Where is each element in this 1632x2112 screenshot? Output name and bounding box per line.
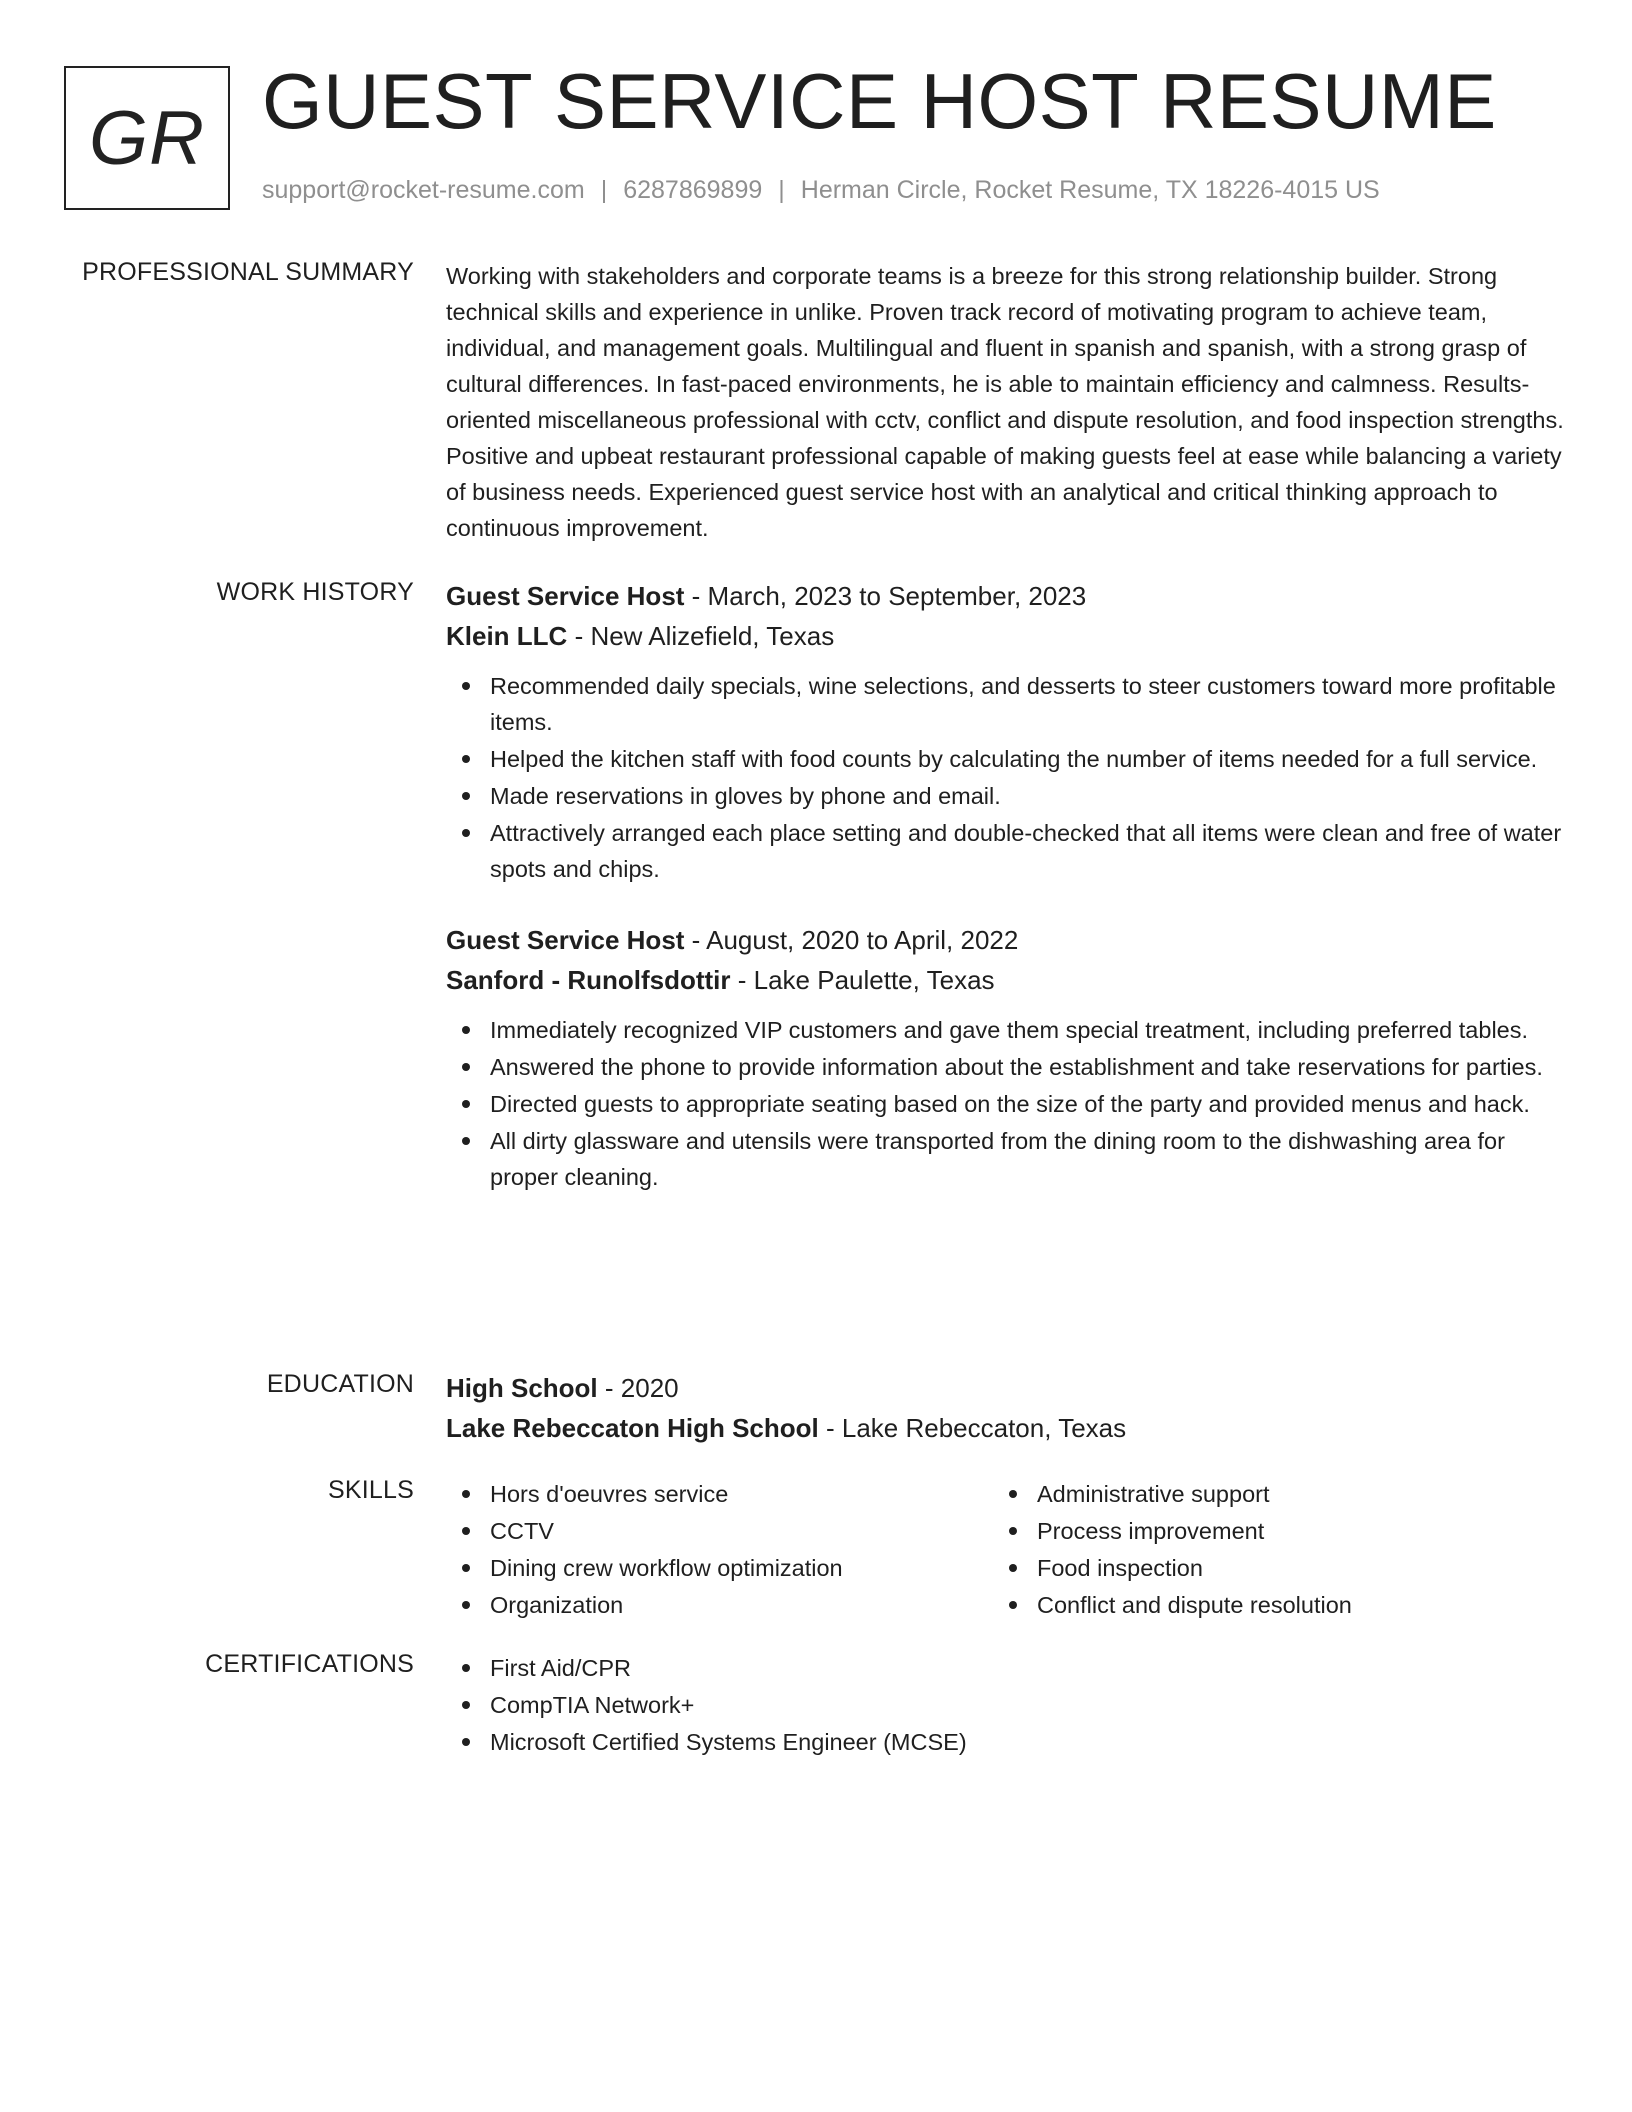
contact-separator: |	[778, 176, 785, 204]
section-heading: PROFESSIONAL SUMMARY	[82, 258, 414, 286]
job-company: Klein LLC	[446, 621, 568, 651]
list-item: Made reservations in gloves by phone and email.	[446, 778, 1566, 814]
list-item: Attractively arranged each place setting and double-checked that all items were clean and free of water spots and chips.	[446, 815, 1566, 887]
education-year: - 2020	[597, 1373, 679, 1403]
list-item: All dirty glassware and utensils were transported from the dining room to the dishwashing area for proper cleaning.	[446, 1123, 1566, 1195]
list-item: Organization	[446, 1587, 993, 1623]
job-location: - New Alizefield, Texas	[567, 621, 835, 651]
list-item: Conflict and dispute resolution	[993, 1587, 1540, 1623]
job-entry	[446, 576, 1566, 887]
list-item: First Aid/CPR	[446, 1650, 1566, 1686]
contact-separator: |	[600, 176, 608, 204]
job-company: Sanford - Runolfsdottir	[446, 965, 731, 995]
list-item: Administrative support	[993, 1476, 1540, 1512]
contact-line	[262, 176, 1380, 205]
list-item: Hors d'oeuvres service	[446, 1476, 993, 1512]
job-dates: - March, 2023 to September, 2023	[684, 581, 1087, 611]
job-title-line	[446, 576, 1566, 616]
job-location: - Lake Paulette, Texas	[730, 965, 995, 995]
job-title: Guest Service Host	[446, 925, 685, 955]
monogram-box	[64, 66, 230, 210]
resume-title: GUEST SERVICE HOST RESUME	[262, 57, 1497, 145]
job-title-line	[446, 920, 1566, 960]
section-heading: WORK HISTORY	[216, 578, 414, 606]
list-item: Process improvement	[993, 1513, 1540, 1549]
skills-list-right	[993, 1476, 1540, 1624]
section-heading: CERTIFICATIONS	[205, 1650, 414, 1678]
education-degree-line	[446, 1368, 1566, 1408]
contact-address: Herman Circle, Rocket Resume, TX 18226-4015 US	[800, 176, 1380, 204]
list-item: CCTV	[446, 1513, 993, 1549]
monogram-initials: GR	[89, 95, 205, 181]
job-title: Guest Service Host	[446, 581, 685, 611]
education-degree: High School	[446, 1373, 598, 1403]
job-duties-list	[446, 1012, 1566, 1195]
skills-list-left	[446, 1476, 993, 1624]
list-item: Dining crew workflow optimization	[446, 1550, 993, 1586]
job-duties-list	[446, 668, 1566, 887]
education-location: - Lake Rebeccaton, Texas	[818, 1413, 1127, 1443]
list-item: Answered the phone to provide information about the establishment and take reservations for parties.	[446, 1049, 1566, 1085]
job-dates: - August, 2020 to April, 2022	[684, 925, 1019, 955]
job-company-line	[446, 616, 1566, 656]
list-item: Microsoft Certified Systems Engineer (MCSE)	[446, 1724, 1566, 1760]
list-item: Recommended daily specials, wine selections, and desserts to steer customers toward more profitable items.	[446, 668, 1566, 740]
education-school: Lake Rebeccaton High School	[446, 1413, 819, 1443]
list-item: Immediately recognized VIP customers and gave them special treatment, including preferred tables.	[446, 1012, 1566, 1048]
contact-phone[interactable]: 6287869899	[623, 176, 763, 204]
job-company-line	[446, 960, 1566, 1000]
list-item: CompTIA Network+	[446, 1687, 1566, 1723]
summary-text: Working with stakeholders and corporate teams is a breeze for this strong relationship builder. Strong technical skills and experience in unlike. Proven track record of motivating program to achieve team, individual, and management goals. Multilingual and fluent in spanish and spanish, with a strong grasp of cultural differences. In fast-paced environments, he is able to maintain efficiency and calmness. Results-oriented miscellaneous professional with cctv, conflict and dispute resolution, and food inspection strengths. Positive and upbeat restaurant professional capable of making guests feel at ease while balancing a variety of business needs. Experienced guest service host with an analytical and critical thinking approach to continuous improvement.	[446, 263, 1564, 541]
list-item: Directed guests to appropriate seating based on the size of the party and provided menus and hack.	[446, 1086, 1566, 1122]
section-heading: SKILLS	[328, 1476, 414, 1504]
education-school-line	[446, 1408, 1566, 1448]
list-item: Food inspection	[993, 1550, 1540, 1586]
section-heading: EDUCATION	[266, 1370, 414, 1398]
job-entry	[446, 920, 1566, 1195]
list-item: Helped the kitchen staff with food counts by calculating the number of items needed for a full service.	[446, 741, 1566, 777]
certifications-list	[446, 1650, 1566, 1760]
skills-grid	[446, 1476, 1566, 1624]
contact-email[interactable]: support@rocket-resume.com	[262, 176, 585, 204]
